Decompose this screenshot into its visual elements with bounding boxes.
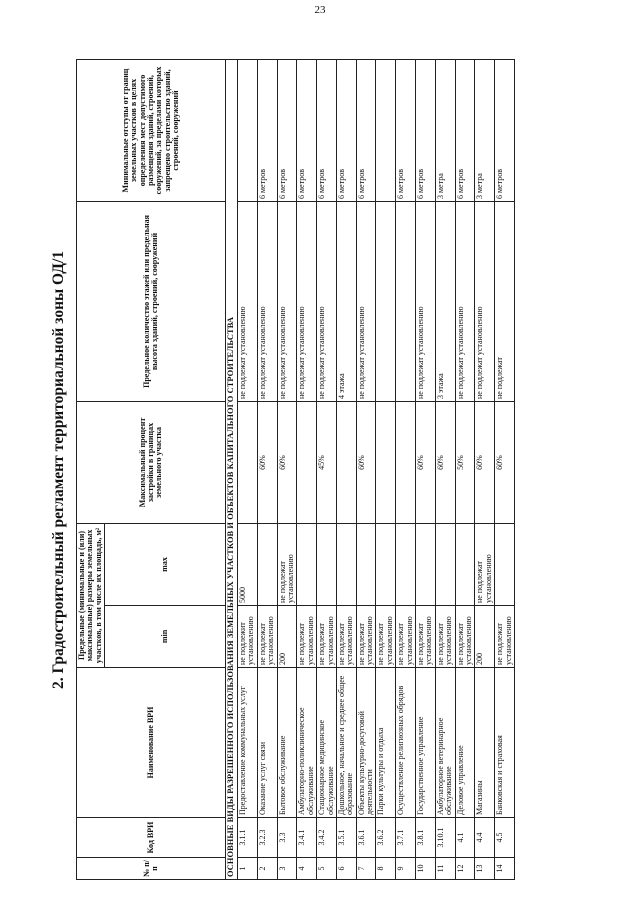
- cell-coverage: 60%: [435, 402, 455, 524]
- cell-floors: не подлежат установлению: [317, 202, 337, 402]
- cell-num: 2: [257, 858, 277, 880]
- cell-coverage: [336, 402, 356, 524]
- section-title: ОСНОВНЫЕ ВИДЫ РАЗРЕШЕННОГО ИСПОЛЬЗОВАНИЯ ЗЕМЕЛЬНЫХ УЧАСТКОВ И ОБЪЕКТОВ КАПИТАЛЬНОГО СТРОИТЕЛЬСТВА: [226, 60, 238, 880]
- cell-num: 8: [376, 858, 396, 880]
- cell-num: 3: [277, 858, 297, 880]
- cell-num: 13: [475, 858, 495, 880]
- cell-name: Банковская и страховая: [495, 668, 515, 818]
- cell-max: [455, 524, 475, 606]
- cell-code: 3.6.1: [356, 818, 376, 858]
- cell-coverage: 60%: [495, 402, 515, 524]
- regulation-table: [76, 59, 515, 880]
- cell-coverage: 60%: [277, 402, 297, 524]
- header-floors: Предельное количество этажей или предельная высота зданий, строений, сооружений: [77, 202, 226, 402]
- cell-setback: [237, 60, 257, 202]
- cell-floors: не подлежат установлению: [257, 202, 277, 402]
- cell-setback: 6 метров: [317, 60, 337, 202]
- cell-code: 3.7.1: [396, 818, 416, 858]
- cell-name: Государственное управление: [416, 668, 436, 818]
- header-setback: Минимальные отступы от границ земельных участков в целях определения мест допустимого размещения зданий, строений, сооружений, за пределами которых запрещено строительство зданий, строений, сооружений: [77, 60, 226, 202]
- cell-code: 4.4: [475, 818, 495, 858]
- cell-code: 3.10.1: [435, 818, 455, 858]
- cell-coverage: 60%: [475, 402, 495, 524]
- cell-max: [435, 524, 455, 606]
- cell-min: 200: [277, 606, 297, 668]
- cell-floors: 4 этажа: [336, 202, 356, 402]
- cell-name: Амбулаторно-поликлиническое обслуживание: [297, 668, 317, 818]
- cell-max: [495, 524, 515, 606]
- cell-name: Бытовое обслуживание: [277, 668, 297, 818]
- table-row: [455, 60, 475, 880]
- cell-code: 3.5.1: [336, 818, 356, 858]
- cell-coverage: [396, 402, 416, 524]
- cell-code: 3.1.1: [237, 818, 257, 858]
- cell-code: 4.5: [495, 818, 515, 858]
- cell-num: 12: [455, 858, 475, 880]
- cell-setback: 6 метров: [396, 60, 416, 202]
- cell-code: 3.2.3: [257, 818, 277, 858]
- cell-num: 6: [336, 858, 356, 880]
- cell-min: не подлежат установлению: [435, 606, 455, 668]
- cell-floors: не подлежат установлению: [416, 202, 436, 402]
- cell-max: [257, 524, 277, 606]
- cell-floors: не подлежат установлению: [455, 202, 475, 402]
- cell-min: не подлежат установлению: [455, 606, 475, 668]
- cell-min: 200: [475, 606, 495, 668]
- cell-max: [416, 524, 436, 606]
- cell-name: Предоставление коммунальных услуг: [237, 668, 257, 818]
- cell-name: Дошкольное, начальное и среднее общее образование: [336, 668, 356, 818]
- cell-min: не подлежат установлению: [336, 606, 356, 668]
- cell-min: не подлежат установлению: [376, 606, 396, 668]
- cell-name: Объекты культурно-досуговой деятельности: [356, 668, 376, 818]
- cell-max: [297, 524, 317, 606]
- cell-code: 3.8.1: [416, 818, 436, 858]
- table-row: [277, 60, 297, 880]
- cell-min: не подлежит установлению: [237, 606, 257, 668]
- cell-name: Оказание услуг связи: [257, 668, 277, 818]
- cell-coverage: 50%: [455, 402, 475, 524]
- cell-setback: 6 метров: [297, 60, 317, 202]
- cell-floors: не подлежат установлению: [475, 202, 495, 402]
- cell-num: 9: [396, 858, 416, 880]
- rotated-page-content: [50, 60, 610, 880]
- cell-max: не подлежат установлению: [475, 524, 495, 606]
- cell-num: 10: [416, 858, 436, 880]
- header-code: Код ВРИ: [77, 818, 226, 858]
- cell-max: [356, 524, 376, 606]
- header-coverage: Максимальный процент застройки в границах земельного участка: [77, 402, 226, 524]
- cell-num: 5: [317, 858, 337, 880]
- cell-setback: 3 метра: [435, 60, 455, 202]
- table-row: [376, 60, 396, 880]
- cell-min: не подлежат установлению: [396, 606, 416, 668]
- table-row: [317, 60, 337, 880]
- header-num: № п/п: [77, 858, 226, 880]
- table-row: [336, 60, 356, 880]
- table-row: [356, 60, 376, 880]
- table-row: [416, 60, 436, 880]
- cell-code: 3.4.2: [317, 818, 337, 858]
- cell-code: 4.1: [455, 818, 475, 858]
- cell-coverage: [376, 402, 396, 524]
- cell-setback: [376, 60, 396, 202]
- cell-max: [336, 524, 356, 606]
- cell-num: 14: [495, 858, 515, 880]
- table-row: [237, 60, 257, 880]
- cell-setback: 3 метра: [475, 60, 495, 202]
- cell-floors: [376, 202, 396, 402]
- cell-setback: 6 метров: [416, 60, 436, 202]
- cell-floors: не подлежат: [495, 202, 515, 402]
- table-row: [396, 60, 416, 880]
- cell-setback: 6 метров: [336, 60, 356, 202]
- header-min: min: [105, 606, 226, 668]
- cell-name: Парки культуры и отдыха: [376, 668, 396, 818]
- cell-num: 4: [297, 858, 317, 880]
- cell-min: не подлежат установлению: [495, 606, 515, 668]
- header-sizes: Предельные (минимальные и (или) максимальные) размеры земельных участков, в том числе их площадь, м²: [77, 524, 105, 668]
- cell-max: [376, 524, 396, 606]
- cell-min: не подлежат установлению: [297, 606, 317, 668]
- cell-coverage: [237, 402, 257, 524]
- cell-floors: [396, 202, 416, 402]
- cell-coverage: 60%: [416, 402, 436, 524]
- cell-name: Деловое управление: [455, 668, 475, 818]
- table-row: [257, 60, 277, 880]
- cell-coverage: 45%: [317, 402, 337, 524]
- cell-coverage: [297, 402, 317, 524]
- section-row: [226, 60, 238, 880]
- cell-floors: не подлежат установлению: [297, 202, 317, 402]
- cell-floors: не подлежат установлению: [237, 202, 257, 402]
- cell-min: не подлежат установлению: [317, 606, 337, 668]
- table-body: [226, 60, 515, 880]
- cell-num: 7: [356, 858, 376, 880]
- document-title: 2. Градостроительный регламент территориальной зоны ОД/1: [50, 250, 67, 690]
- cell-setback: 6 метров: [277, 60, 297, 202]
- page-number: 23: [314, 4, 326, 16]
- cell-setback: 6 метров: [495, 60, 515, 202]
- cell-floors: 3 этажа: [435, 202, 455, 402]
- header-max: max: [105, 524, 226, 606]
- cell-name: Осуществление религиозных обрядов: [396, 668, 416, 818]
- header-name: Наименование ВРИ: [77, 668, 226, 818]
- cell-name: Амбулаторное ветеринарное обслуживание: [435, 668, 455, 818]
- cell-code: 3.4.1: [297, 818, 317, 858]
- cell-setback: 6 метров: [257, 60, 277, 202]
- cell-setback: 6 метров: [455, 60, 475, 202]
- cell-coverage: 60%: [356, 402, 376, 524]
- cell-max: 5000: [237, 524, 257, 606]
- cell-max: [317, 524, 337, 606]
- cell-floors: не подлежат установлению: [356, 202, 376, 402]
- cell-setback: 6 метров: [356, 60, 376, 202]
- cell-min: не подлежат установлению: [416, 606, 436, 668]
- cell-min: не подлежат установлению: [356, 606, 376, 668]
- table-row: [475, 60, 495, 880]
- cell-code: 3.3: [277, 818, 297, 858]
- cell-num: 1: [237, 858, 257, 880]
- table-row: [495, 60, 515, 880]
- table-row: [435, 60, 455, 880]
- cell-min: не подлежат установлению: [257, 606, 277, 668]
- cell-name: Стационарное медицинское обслуживание: [317, 668, 337, 818]
- cell-max: не подлежат установлению: [277, 524, 297, 606]
- cell-floors: не подлежат установлению: [277, 202, 297, 402]
- cell-max: [396, 524, 416, 606]
- cell-coverage: 60%: [257, 402, 277, 524]
- cell-name: Магазины: [475, 668, 495, 818]
- cell-code: 3.6.2: [376, 818, 396, 858]
- cell-num: 11: [435, 858, 455, 880]
- table-row: [297, 60, 317, 880]
